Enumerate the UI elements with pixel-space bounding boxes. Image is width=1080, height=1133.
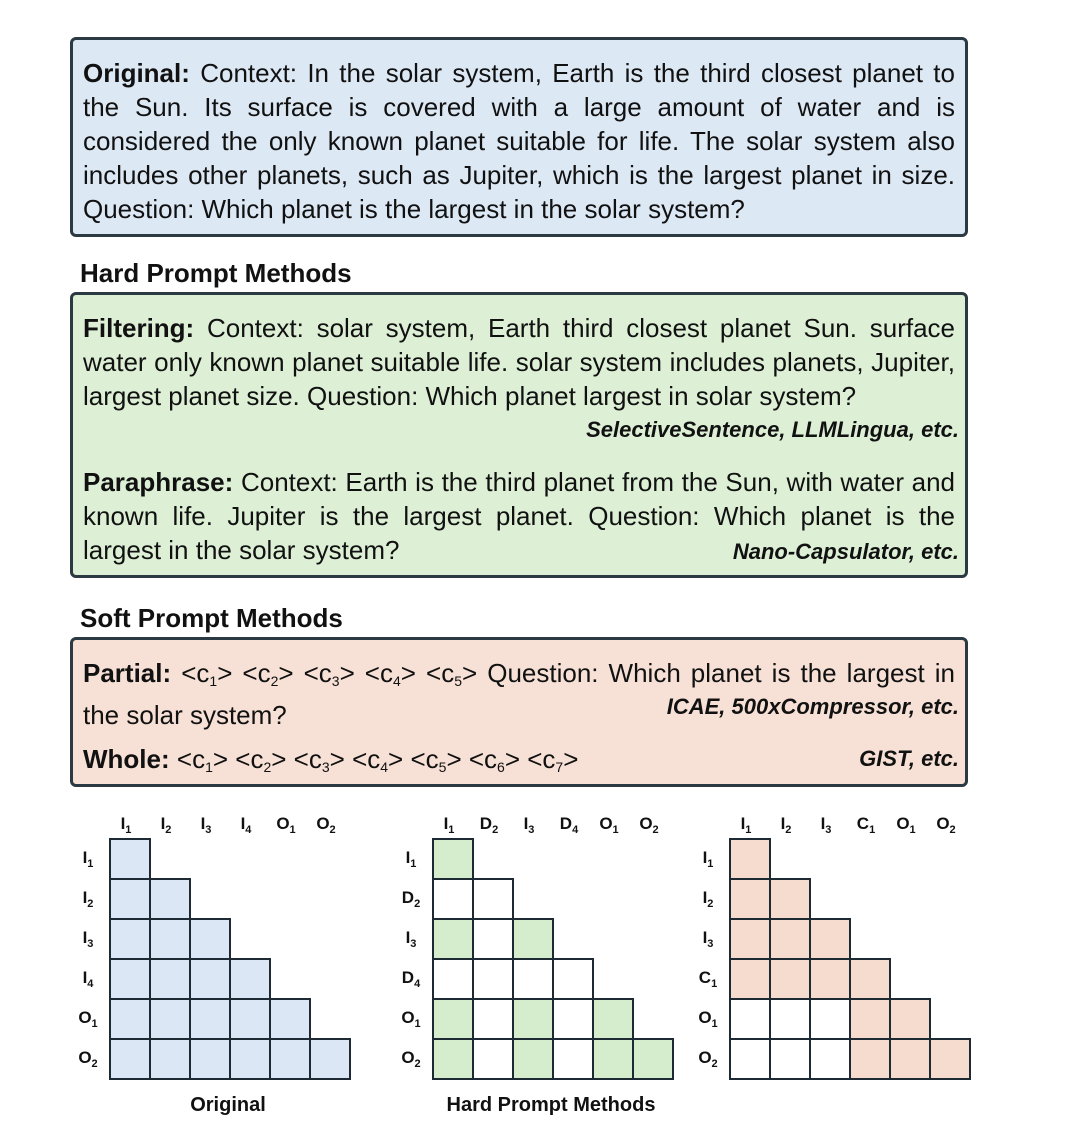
matrix-3-cell-2-0	[730, 919, 770, 959]
matrix-1-cell-5-4	[270, 1039, 310, 1079]
matrix-3-cell-4-3	[850, 999, 890, 1039]
partial-token-4: 4	[393, 673, 401, 689]
matrix-3-cell-4-4	[890, 999, 930, 1039]
hard-prompt-box	[70, 292, 968, 578]
matrix-2-col-label-o2: $O_2$	[639, 814, 659, 836]
matrix-1-cell-3-1	[150, 959, 190, 999]
matrix-2-caption: Hard Prompt Methods	[446, 1094, 656, 1116]
whole-token-7: 7	[555, 759, 564, 775]
filtering-text: Context: solar system, Earth third closest planet Sun. surface water only known planet suitable life. solar system includes planets, Jupiter, largest planet size. Question: Which planet largest in solar system?	[83, 313, 955, 411]
whole-label: Whole:	[83, 744, 170, 774]
matrix-1-cell-1-0	[110, 879, 150, 919]
matrix-2-cell-4-0	[433, 999, 473, 1039]
matrix-2-col-label-i3: $I_3$	[523, 814, 535, 836]
matrix-1-row-label-i3: $I_3$	[82, 928, 94, 950]
paraphrase-text: Context: Earth is the third planet from the Sun, with water and known life. Jupiter is the largest planet. Question: Which planet is the largest in the solar system?	[83, 467, 955, 565]
matrix-3-row-label-o1: $O_1$	[698, 1008, 718, 1030]
partial-tokens: $<c_1> <c_2> <c_3> <c_4> <c_5>$	[181, 658, 488, 689]
whole-token-2: 2	[263, 759, 272, 775]
original-text: Context: In the solar system, Earth is the third closest planet to the Sun. Its surface is covered with a large amount of water and is considered the only known planet suitable for life. The solar system also includes other planets, such as Jupiter, which is the largest planet in size. Question: Which planet is the largest in the solar system?	[83, 58, 955, 224]
partial-token-1: 1	[209, 673, 218, 689]
matrix-1-cell-4-4	[270, 999, 310, 1039]
matrix-3-cell-5-0	[730, 1039, 770, 1079]
hard-prompt-heading: Hard Prompt Methods	[80, 258, 352, 288]
matrix-2-cell-0-0	[433, 839, 473, 879]
matrix-3-col-label-i3: $I_3$	[820, 814, 832, 836]
partial-label: Partial:	[83, 658, 172, 688]
whole-tokens: $<c_1> <c_2> <c_3> <c_4> <c_5> <c_6> <c_7>$	[176, 744, 579, 775]
matrix-1-cell-5-0	[110, 1039, 150, 1079]
whole-methods-tag: GIST, etc.	[859, 746, 959, 771]
matrix-3-cell-2-1	[770, 919, 810, 959]
matrix-2-cell-3-1	[473, 959, 513, 999]
matrix-2-cell-3-2	[513, 959, 553, 999]
matrix-2-cell-3-0	[433, 959, 473, 999]
matrix-3-cell-1-0	[730, 879, 770, 919]
matrix-2-col-label-o1: $O_1$	[599, 814, 619, 836]
matrix-1-cell-4-2	[190, 999, 230, 1039]
matrix-1-cell-4-3	[230, 999, 270, 1039]
original-paragraph	[83, 56, 955, 226]
attention-matrices	[0, 803, 1080, 1133]
matrix-3-row-label-c1: $C_1$	[698, 968, 718, 990]
matrix-3-cell-5-2	[810, 1039, 850, 1079]
matrix-1-cell-0-0	[110, 839, 150, 879]
matrix-2-cell-4-4	[593, 999, 633, 1039]
matrix-3-cell-0-0	[730, 839, 770, 879]
whole-paragraph	[83, 742, 955, 784]
matrix-3-cell-3-3	[850, 959, 890, 999]
matrix-3-cell-5-1	[770, 1039, 810, 1079]
soft-prompt-box	[70, 637, 968, 787]
whole-token-5: 5	[438, 759, 447, 775]
matrix-1	[110, 839, 350, 1079]
filtering-paragraph	[83, 311, 955, 413]
matrix-3-cell-3-0	[730, 959, 770, 999]
matrix-3	[730, 839, 970, 1079]
paraphrase-methods-tag: Nano-Capsulator, etc.	[732, 539, 959, 564]
matrix-1-cell-5-2	[190, 1039, 230, 1079]
matrix-3-col-label-c1: $C_1$	[856, 814, 876, 836]
matrix-2-row-label-o2: $O_2$	[401, 1048, 421, 1070]
matrix-2-col-label-d4: $D_4$	[559, 814, 579, 836]
matrix-1-cell-2-1	[150, 919, 190, 959]
matrix-2	[433, 839, 673, 1079]
matrix-2-row-label-d4: $D_4$	[401, 968, 421, 990]
matrix-2-cell-1-0	[433, 879, 473, 919]
matrix-1-col-label-i3: $I_3$	[200, 814, 212, 836]
matrix-2-cell-4-2	[513, 999, 553, 1039]
matrix-1-cell-4-0	[110, 999, 150, 1039]
matrix-3-col-label-o1: $O_1$	[896, 814, 916, 836]
matrix-3-row-label-o2: $O_2$	[698, 1048, 718, 1070]
matrix-2-cell-5-1	[473, 1039, 513, 1079]
matrix-1-row-label-i2: $I_2$	[82, 888, 94, 910]
matrix-1-row-label-o2: $O_2$	[78, 1048, 98, 1070]
matrix-2-col-label-d2: $D_2$	[479, 814, 499, 836]
matrix-3-cell-2-2	[810, 919, 850, 959]
matrix-2-cell-2-0	[433, 919, 473, 959]
matrix-2-row-label-i3: $I_3$	[405, 928, 417, 950]
matrix-2-cell-5-0	[433, 1039, 473, 1079]
matrix-1-caption: Original	[190, 1094, 266, 1116]
matrix-3-col-label-o2: $O_2$	[936, 814, 956, 836]
whole-token-4: 4	[380, 759, 389, 775]
matrix-2-cell-4-1	[473, 999, 513, 1039]
whole-token-3: 3	[321, 759, 330, 775]
matrix-2-cell-2-2	[513, 919, 553, 959]
matrix-2-row-label-i1: $I_1$	[405, 848, 417, 870]
matrix-3-cell-5-4	[890, 1039, 930, 1079]
partial-text: Question: Which planet is the largest in the solar system?	[83, 658, 955, 730]
matrix-1-row-label-i4: $I_4$	[82, 968, 94, 990]
matrix-3-cell-3-1	[770, 959, 810, 999]
matrix-1-cell-5-1	[150, 1039, 190, 1079]
whole-token-6: 6	[497, 759, 505, 775]
paraphrase-label: Paraphrase:	[83, 467, 234, 497]
matrix-3-cell-5-3	[850, 1039, 890, 1079]
matrix-2-col-label-i1: $I_1$	[443, 814, 455, 836]
matrix-2-cell-5-2	[513, 1039, 553, 1079]
matrix-3-col-label-i1: $I_1$	[740, 814, 752, 836]
matrix-3-row-label-i3: $I_3$	[702, 928, 714, 950]
matrix-1-cell-3-0	[110, 959, 150, 999]
soft-prompt-heading: Soft Prompt Methods	[80, 603, 343, 633]
matrix-1-cell-3-3	[230, 959, 270, 999]
partial-token-3: 3	[331, 673, 340, 689]
matrix-3-cell-4-0	[730, 999, 770, 1039]
matrix-1-col-label-o1: $O_1$	[276, 814, 296, 836]
matrix-1-col-label-i2: $I_2$	[160, 814, 172, 836]
matrix-3-row-label-i2: $I_2$	[702, 888, 714, 910]
matrix-1-cell-4-1	[150, 999, 190, 1039]
filtering-methods-tag: SelectiveSentence, LLMLingua, etc.	[586, 417, 959, 442]
matrix-1-cell-5-3	[230, 1039, 270, 1079]
matrix-1-col-label-o2: $O_2$	[316, 814, 336, 836]
filtering-label: Filtering:	[83, 313, 195, 343]
matrix-1-cell-3-2	[190, 959, 230, 999]
matrix-3-row-label-i1: $I_1$	[702, 848, 714, 870]
matrix-3-cell-3-2	[810, 959, 850, 999]
matrix-1-row-label-i1: $I_1$	[82, 848, 94, 870]
matrix-3-cell-4-2	[810, 999, 850, 1039]
matrix-3-cell-5-5	[930, 1039, 970, 1079]
matrix-2-cell-5-4	[593, 1039, 633, 1079]
matrix-2-cell-5-3	[553, 1039, 593, 1079]
matrix-2-row-label-d2: $D_2$	[401, 888, 421, 910]
matrix-1-cell-2-0	[110, 919, 150, 959]
matrix-2-cell-1-1	[473, 879, 513, 919]
matrix-1-col-label-i4: $I_4$	[240, 814, 252, 836]
matrix-1-col-label-i1: $I_1$	[120, 814, 132, 836]
matrix-2-cell-2-1	[473, 919, 513, 959]
original-label: Original:	[83, 58, 190, 88]
matrix-1-cell-2-2	[190, 919, 230, 959]
partial-methods-tag: ICAE, 500xCompressor, etc.	[666, 694, 959, 719]
matrix-2-cell-3-3	[553, 959, 593, 999]
original-box	[70, 37, 968, 237]
matrix-2-cell-4-3	[553, 999, 593, 1039]
matrix-2-cell-5-5	[633, 1039, 673, 1079]
matrix-1-cell-1-1	[150, 879, 190, 919]
partial-token-2: 2	[270, 673, 279, 689]
whole-token-1: 1	[205, 759, 213, 775]
partial-token-5: 5	[454, 673, 462, 689]
matrix-3-cell-4-1	[770, 999, 810, 1039]
matrix-3-col-label-i2: $I_2$	[780, 814, 792, 836]
matrix-2-row-label-o1: $O_1$	[401, 1008, 421, 1030]
matrix-1-row-label-o1: $O_1$	[78, 1008, 98, 1030]
matrix-1-cell-5-5	[310, 1039, 350, 1079]
matrix-3-cell-1-1	[770, 879, 810, 919]
